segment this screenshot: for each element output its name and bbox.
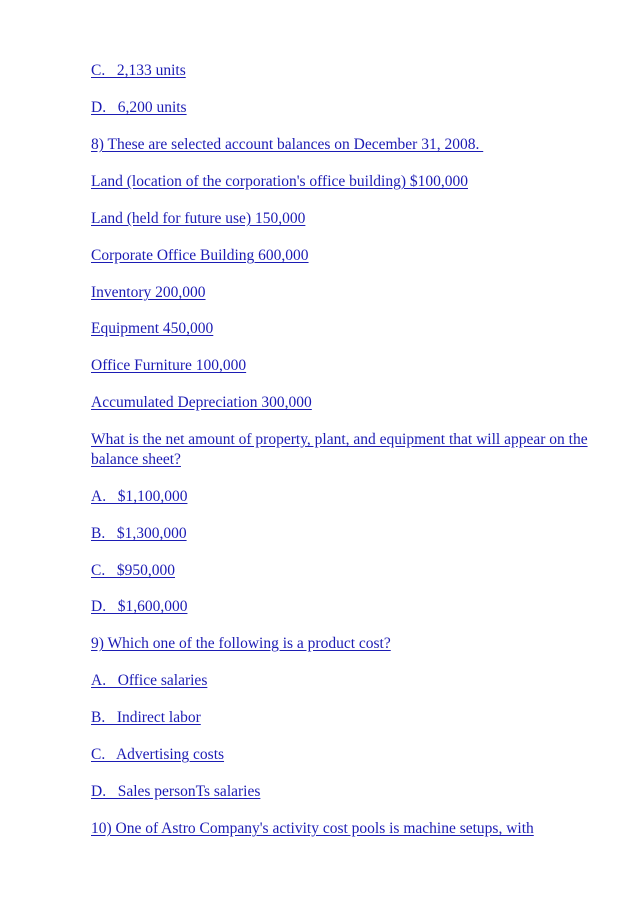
q9-option-c[interactable]: C. Advertising costs [91, 746, 225, 763]
question-10-heading[interactable]: 10) One of Astro Company's activity cost pools is machine setups, with [91, 820, 534, 837]
question-8-heading[interactable]: 8) These are selected account balances on December 31, 2008. [91, 136, 484, 153]
balance-equipment[interactable]: Equipment 450,000 [91, 320, 214, 337]
balance-office-building[interactable]: Corporate Office Building 600,000 [91, 247, 309, 264]
option-c-units[interactable]: C. 2,133 units [91, 62, 186, 79]
question-8-prompt[interactable]: What is the net amount of property, plant, and equipment that will appear on the balance sheet? [91, 431, 588, 468]
question-9-heading[interactable]: 9) Which one of the following is a product cost? [91, 635, 391, 652]
q8-option-c[interactable]: C. $950,000 [91, 562, 175, 579]
q9-option-a[interactable]: A. Office salaries [91, 672, 208, 689]
q9-option-d[interactable]: D. Sales personTs salaries [91, 783, 261, 800]
balance-land-office[interactable]: Land (location of the corporation's office building) $100,000 [91, 173, 468, 190]
balance-inventory[interactable]: Inventory 200,000 [91, 284, 206, 301]
q8-option-a[interactable]: A. $1,100,000 [91, 488, 188, 505]
q9-option-b[interactable]: B. Indirect labor [91, 709, 201, 726]
q8-option-d[interactable]: D. $1,600,000 [91, 598, 188, 615]
option-d-units[interactable]: D. 6,200 units [91, 99, 187, 116]
q8-option-b[interactable]: B. $1,300,000 [91, 525, 187, 542]
balance-office-furniture[interactable]: Office Furniture 100,000 [91, 357, 247, 374]
balance-accumulated-depreciation[interactable]: Accumulated Depreciation 300,000 [91, 394, 312, 411]
balance-land-future[interactable]: Land (held for future use) 150,000 [91, 210, 306, 227]
